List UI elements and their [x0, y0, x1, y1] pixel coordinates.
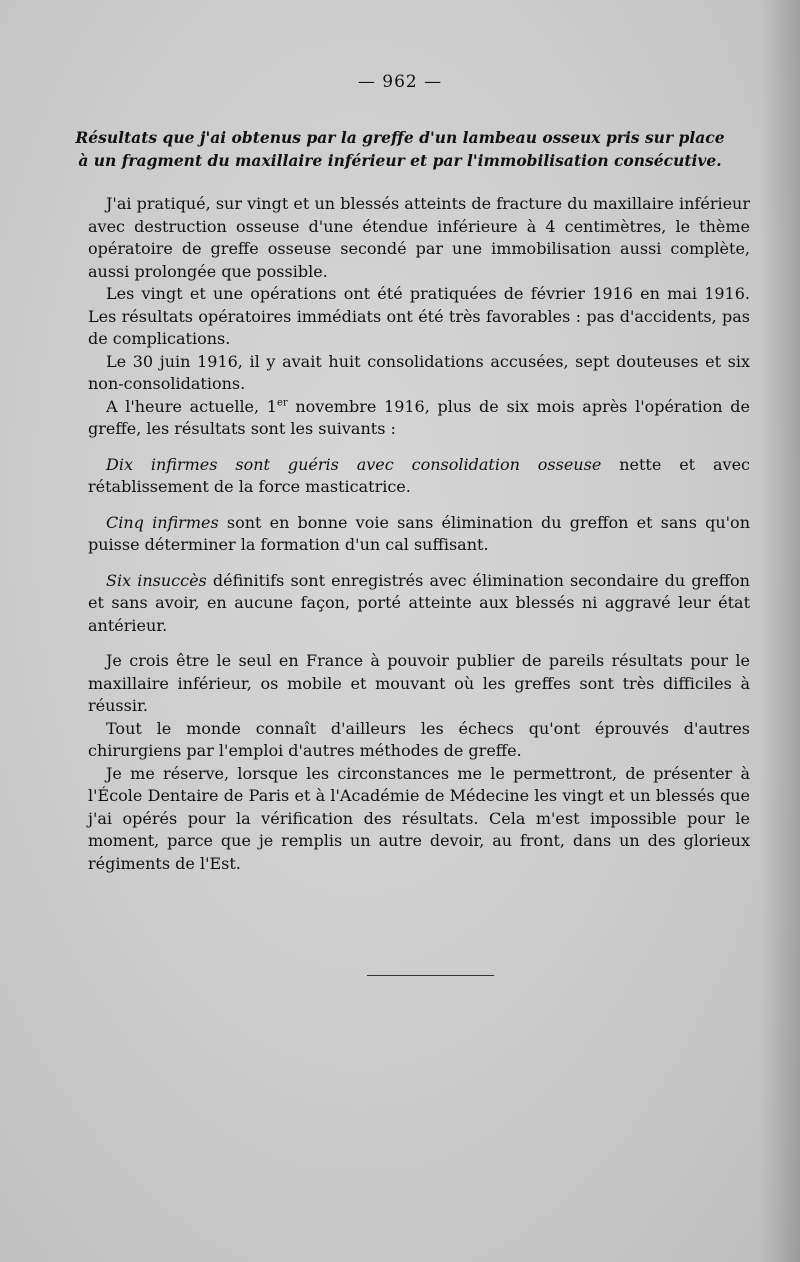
body-text [88, 193, 750, 875]
paragraph-5 [88, 454, 750, 499]
end-rule-divider [367, 975, 494, 976]
paragraph-6-rest: sont en bonne voie sans élimination du greffon et sans qu'on puisse déterminer la formation d'un cal suffisant. [88, 512, 750, 554]
section-title [60, 126, 740, 172]
paragraph-4-superscript: er [276, 397, 288, 409]
paragraph-4 [88, 396, 750, 441]
paragraph-8: Je crois être le seul en France à pouvoir publier de pareils résultats pour le maxillaire inférieur, os mobile et mouvant où les greffes sont très difficiles à réussir. [88, 651, 750, 715]
section-title-line-1: Résultats que j'ai obtenus par la greffe d'un lambeau osseux pris sur place [75, 128, 725, 147]
paragraph-10: Je me réserve, lorsque les circonstances me le permettront, de présenter à l'École Dentaire de Paris et à l'Académie de Médecine les vingt et un blessés que j'ai opérés pour la vérification des résultats. Cela m'est impossible pour le moment, parce que je remplis un autre devoir, au front, dans un des glorieux régiments de l'Est. [88, 763, 750, 873]
paragraph-7-italic: Six insuccès [106, 570, 207, 590]
paragraph-1: J'ai pratiqué, sur vingt et un blessés atteints de fracture du maxillaire inférieur avec destruction osseuse d'une étendue inférieure à 4 centimètres, le thème opératoire de greffe osseuse secondé par une immobilisation aussi complète, aussi prolongée que possible. [88, 194, 750, 281]
paragraph-9: Tout le monde connaît d'ailleurs les échecs qu'ont éprouvés d'autres chirurgiens par l'emploi d'autres méthodes de greffe. [88, 718, 750, 760]
paragraph-5-italic: Dix infirmes sont guéris avec consolidation osseuse [106, 454, 602, 474]
paragraph-7-rest: définitifs sont enregistrés avec élimination secondaire du greffon et sans avoir, en aucune façon, porté atteinte aux blessés ni aggravé leur état antérieur. [88, 570, 750, 635]
paragraph-6-italic: Cinq infirmes [106, 512, 219, 532]
paragraph-2: Les vingt et une opérations ont été pratiquées de février 1916 en mai 1916. Les résultats opératoires immédiats ont été très favorables : pas d'accidents, pas de complications. [88, 284, 750, 348]
paragraph-4-end: novembre 1916, plus de six mois après l'opération de greffe, les résultats sont les suivants : [88, 396, 750, 438]
paragraph-5-rest: nette et avec rétablissement de la force masticatrice. [88, 454, 751, 496]
paragraph-6 [88, 512, 750, 557]
page-number: — 962 — [357, 72, 443, 92]
paragraph-3: Le 30 juin 1916, il y avait huit consolidations accusées, sept douteuses et six non-consolidations. [88, 351, 750, 393]
section-title-line-2: à un fragment du maxillaire inférieur et par l'immobilisation consécutive. [78, 151, 722, 170]
paragraph-7 [88, 570, 750, 638]
paragraph-4-start: A l'heure actuelle, 1 [106, 396, 277, 416]
